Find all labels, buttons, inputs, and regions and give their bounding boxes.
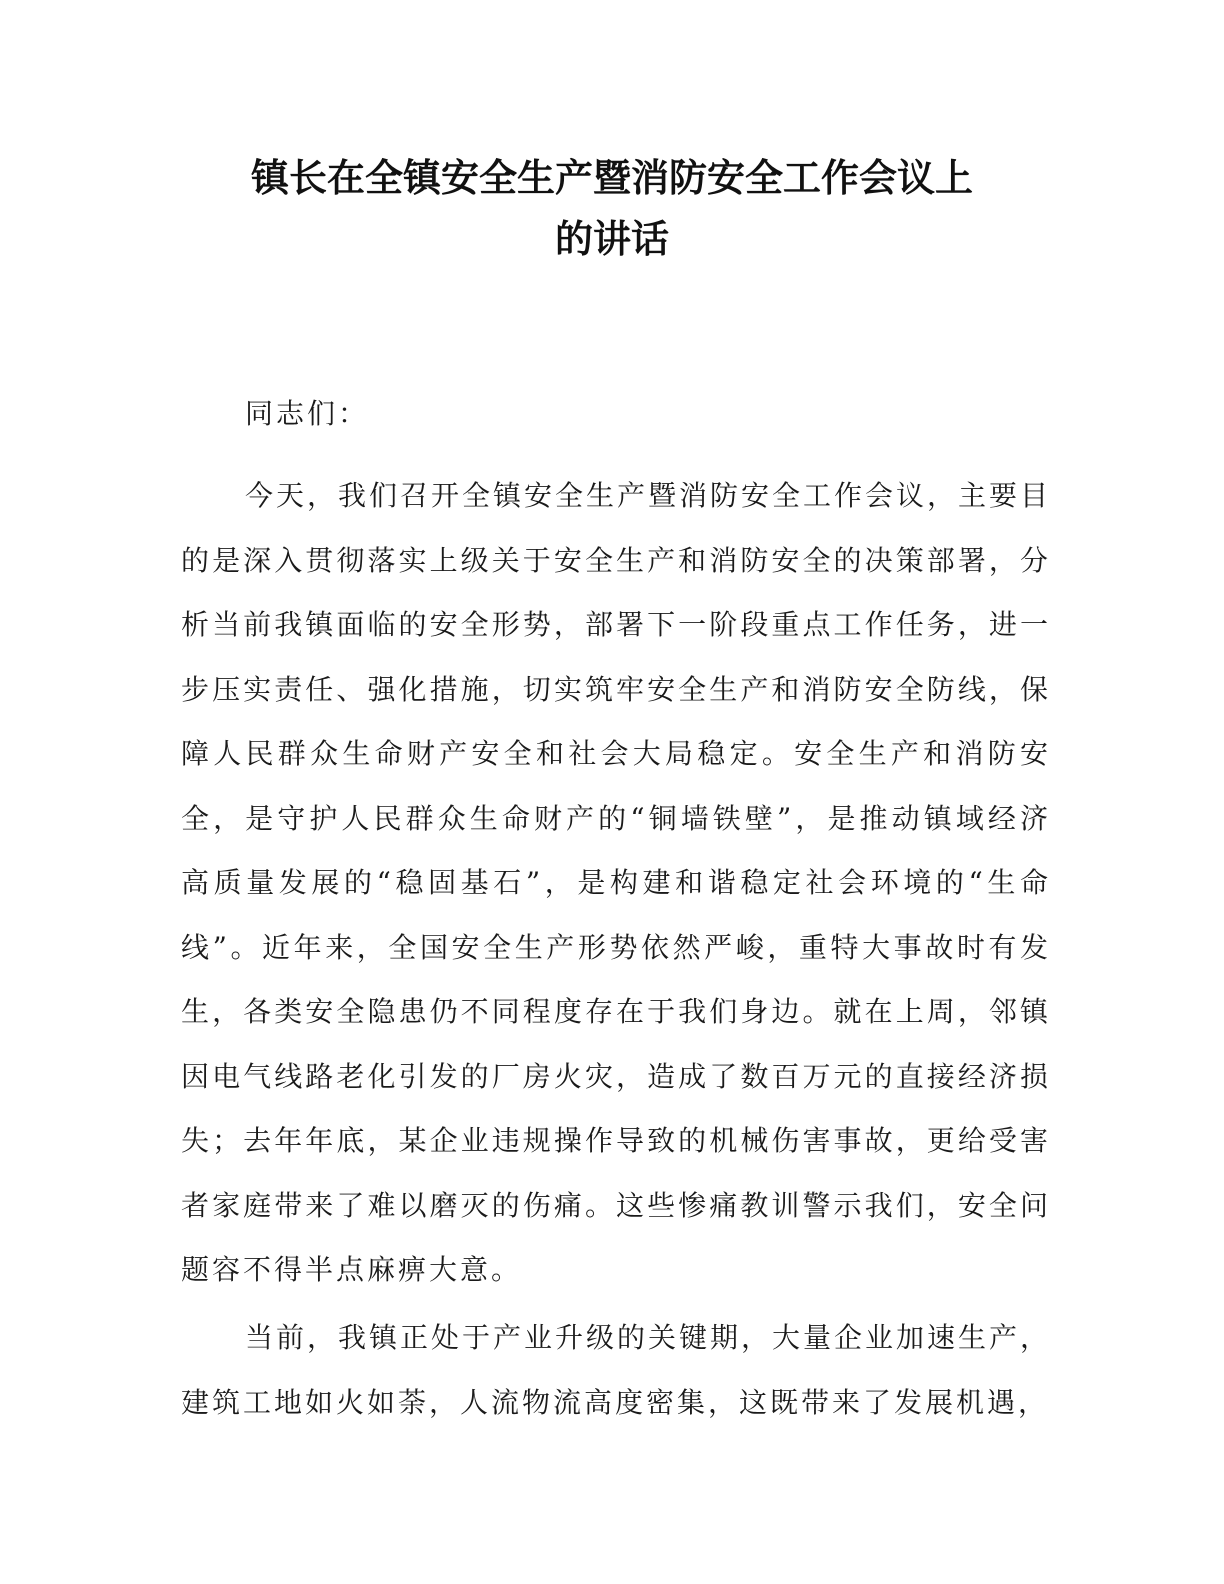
title-line-1: 镇长在全镇安全生产暨消防安全工作会议上 (250, 156, 973, 200)
paragraph-1: 今天，我们召开全镇安全生产暨消防安全工作会议，主要目的是深入贯彻落实上级关于安全生产和消防安全的决策部署，分析当前我镇面临的安全形势，部署下一阶段重点工作任务，进一步压实责任、强化措施，切实筑牢安全生产和消防安全防线，保障人民群众生命财产安全和社会大局稳定。安全生产和消防安全，是守护人民群众生命财产的“铜墙铁壁”，是推动镇域经济高质量发展的“稳固基石”，是构建和谐稳定社会环境的“生命线”。近年来，全国安全生产形势依然严峻，重特大事故时有发生，各类安全隐患仍不同程度存在于我们身边。就在上周，邻镇因电气线路老化引发的厂房火灾，造成了数百万元的直接经济损失；去年年底，某企业违规操作导致的机械伤害事故，更给受害者家庭带来了难以磨灭的伤痛。这些惨痛教训警示我们，安全问题容不得半点麻痹大意。 (181, 479, 1052, 1286)
paragraph-2: 当前，我镇正处于产业升级的关键期，大量企业加速生产，建筑工地如火如荼，人流物流高度密集，这既带来了发展机遇， (181, 1321, 1052, 1419)
page-title (150, 148, 1074, 270)
salutation: 同志们： (245, 397, 370, 430)
title-line-2: 的讲话 (554, 217, 669, 261)
